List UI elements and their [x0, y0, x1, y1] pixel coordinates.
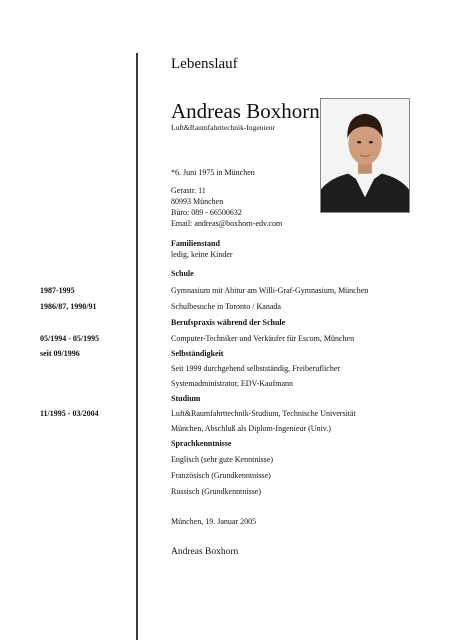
school-date-2: 1986/87, 1990/91: [40, 302, 97, 311]
practice-date: 05/1994 - 05/1995: [40, 334, 100, 343]
school-entry-1: Gymnasium mit Abitur am Willi-Graf-Gymnasium, München: [171, 286, 369, 295]
vertical-divider-line: [136, 53, 138, 640]
selfemployed-date: seit 09/1996: [40, 349, 80, 358]
address-street: Gerastr. 11: [171, 186, 206, 195]
languages-heading: Sprachkenntnisse: [171, 439, 232, 448]
job-title: Luft&Raumfahrttechnik-Ingenieur: [171, 123, 276, 132]
language-item-3: Russisch (Grundkenntnisse): [171, 487, 261, 496]
page-title: Lebenslauf: [171, 56, 238, 72]
study-line-1: Luft&Raumfahrttechnik-Studium, Technische Universität: [171, 409, 356, 418]
place-and-date: München, 19. Januar 2005: [171, 517, 257, 526]
office-phone: Büro: 089 - 66500632: [171, 208, 242, 217]
selfemployed-line-1: Seit 1999 durchgehend selbstständig, Freiberuflicher: [171, 364, 341, 373]
person-name: Andreas Boxhorn: [171, 99, 320, 123]
practice-heading: Berufspraxis während der Schule: [171, 318, 286, 327]
portrait-photo: [320, 98, 410, 213]
selfemployed-line-2: Systemadministrator, EDV-Kaufmann: [171, 379, 294, 388]
school-entry-2: Schulbesuche in Toronto / Kanada: [171, 302, 281, 311]
school-heading: Schule: [171, 269, 194, 278]
signature-name: Andreas Boxhorn: [171, 547, 239, 557]
selfemployed-heading: Selbständigkeit: [171, 349, 224, 358]
practice-entry: Computer-Techniker und Verkäufer für Escom, München: [171, 334, 355, 343]
language-item-1: Englisch (sehr gute Kenntnisse): [171, 455, 273, 464]
school-date-1: 1987-1995: [40, 286, 75, 295]
birth-info: *6. Juni 1975 in München: [171, 168, 255, 177]
study-heading: Studium: [171, 394, 201, 403]
study-line-2: München, Abschluß als Diplom-Ingenieur (Univ.): [171, 424, 331, 433]
address-city: 80993 München: [171, 197, 224, 206]
family-status-heading: Familienstand: [171, 239, 220, 248]
language-item-2: Französisch (Grundkenntnisse): [171, 471, 271, 480]
family-status-value: ledig, keine Kinder: [171, 250, 233, 259]
email-address: Email: andreas@boxhorn-edv.com: [171, 219, 283, 228]
study-date: 11/1995 - 03/2004: [40, 409, 99, 418]
